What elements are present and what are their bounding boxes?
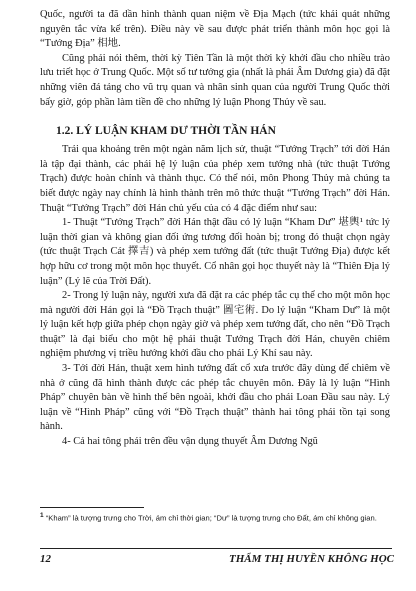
paragraph: Quốc, người ta đã dần hình thành quan niệm về Địa Mạch (tức khái quát những nguyên tắc vừa kể trên). Điều này về sau được phát triển thành môn học gọi là “Tướng Địa” 相地. <box>40 9 390 50</box>
paragraph: 2- Trong lý luận này, người xưa đã đặt ra các phép tắc cụ thể cho một môn học mà người đời Hán gọi là “Đồ Trạch thuật” 圖宅術. Do lý luận “Kham Dư” là một lý luận kết hợp giữa phép chọn ngày giờ và phép xem tướng đất, cho nên “Đồ Trạch thuật” là đại biểu cho một hệ phái thuật Tướng Trạch đời Hán, chuyên chiêm nghiệm phương vị triều hướng khởi đầu cho phái Lý Khí sau này. <box>40 290 390 360</box>
body-text <box>40 8 390 450</box>
page-number: 12 <box>40 553 51 565</box>
footnote-divider <box>40 507 144 508</box>
footnote-marker: 1 <box>40 512 44 519</box>
paragraph: 4- Cả hai tông phái trên đều vận dụng thuyết Âm Dương Ngũ <box>62 436 318 448</box>
running-title: THẨM THỊ HUYỀN KHÔNG HỌC <box>228 553 394 565</box>
section-heading: 1.2. LÝ LUẬN KHAM DƯ THỜI TẦN HÁN <box>56 125 276 138</box>
footnote-text: “Kham” là tượng trưng cho Trời, ám chỉ thời gian; “Dư” là tượng trưng cho Đất, ám chỉ không gian. <box>45 513 377 523</box>
paragraph: 1- Thuật “Tướng Trạch” đời Hán thật đầu có lý luận “Kham Dư” 堪輿¹ tức lý luận thời gian và không gian đối ứng tương đối hoàn bị; trong đó thuật chọn ngày (tức thuật Trạch Cát 擇吉) và phép xem tướng đất (tức thuật Tướng Địa) được kết hợp hữu cơ trong một môn học thuyết. Cổ nhân gọi học thuyết này là “Thiên Địa lý luận” (Lý lẽ của Trời Đất). <box>40 217 390 287</box>
footnote <box>40 510 392 524</box>
footer-divider <box>40 548 392 549</box>
paragraph: Cũng phải nói thêm, thời kỳ Tiên Tần là một thời kỳ khởi đầu cho nhiều trào lưu triết học ở Trung Quốc. Một số tư tưởng gia (nhất là phái Âm Dương gia) đã đặt những viên đá tảng cho vũ trụ quan và nhân sinh quan của người Trung Quốc thời bấy giờ, góp phần làm tiền đề cho những lý luận Phong Thủy về sau. <box>40 52 390 108</box>
paragraph: 3- Tới đời Hán, thuật xem hình tướng đất cổ xưa trước đây dùng để chiêm về nhà ở cũng đã hình thành được các phép tắc chuyên môn. Đây là lý luận “Hình Pháp” chuyên bàn về hình thế bên ngoài, khởi đầu cho phái Loan Đầu sau này. Lý luận về “Hình Pháp” cũng với “Đồ Trạch thuật” thành hai tông phái tồn tại song hành. <box>40 363 390 433</box>
paragraph: Trải qua khoảng trên một ngàn năm lịch sử, thuật “Tướng Trạch” tới đời Hán là tập đại thành, các phái hệ lý luận của phép xem tướng nhà (tức thuật Tướng Trạch) được hoàn chỉnh và thành thục. Có thể nói, môn Phong Thủy mà chúng ta biết được ngày nay chính là hình thành trên mô thức thuật “Tướng Trạch” đời Hán. Thuật “Tướng Trạch” đời Hán chủ yếu của có 4 đặc điểm như sau: <box>40 144 390 214</box>
